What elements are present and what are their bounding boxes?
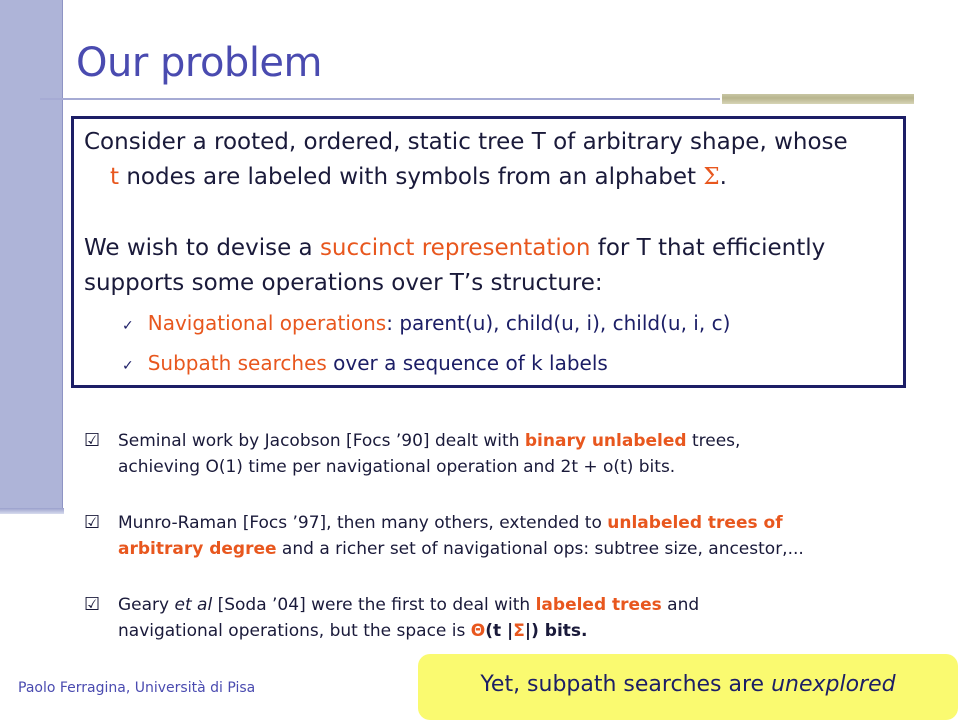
check-item-navigational (122, 311, 730, 335)
b3-highlight: labeled trees (535, 595, 662, 615)
b2-l2b: and a richer set of navigational ops: subtree size, ancestor,... (276, 539, 804, 559)
formula-part-2: |) bits. (524, 621, 588, 641)
b1-l1b: trees, (686, 431, 741, 451)
footer-author: Paolo Ferragina, Università di Pisa (18, 680, 256, 696)
side-bar-shadow (0, 508, 64, 514)
b3-l1a: Geary (118, 595, 175, 615)
b2-highlight-2: arbitrary degree (118, 539, 277, 559)
problem-statement-box (71, 116, 906, 388)
bullet-text (88, 510, 888, 562)
check-rest: over a sequence of k labels (326, 351, 608, 375)
b3-l2a: navigational operations, but the space is (118, 621, 471, 641)
b1-l1a: Seminal work by Jacobson [Focs ’90] dealt with (118, 431, 525, 451)
problem-paragraph-2 (84, 231, 825, 301)
b3-l1b: [Soda ’04] were the first to deal with (212, 595, 536, 615)
checkbox-icon: ☑ (84, 594, 101, 615)
p2-a: We wish to devise a (84, 235, 320, 261)
related-work-item-jacobson (84, 428, 888, 480)
b2-l1a: Munro-Raman [Focs ’97], then many others, extended to (118, 513, 608, 533)
p2-line2: supports some operations over T’s structure: (84, 270, 603, 296)
check-rest: : parent(u), child(u, i), child(u, i, c) (386, 311, 731, 335)
b3-italic: et al (174, 595, 213, 615)
bullet-text (88, 592, 888, 644)
title-underline (40, 98, 720, 100)
checkmark-icon: ✓ (122, 318, 134, 334)
decorative-side-bar (0, 0, 63, 513)
b2-highlight-1: unlabeled trees of (607, 513, 783, 533)
p1-line2 (84, 164, 727, 190)
sigma-symbol: Σ (513, 621, 525, 641)
callout-box (418, 654, 958, 720)
p1-line1: Consider a rooted, ordered, static tree T of arbitrary shape, whose (84, 129, 848, 155)
p2-b: for T that efficiently (590, 235, 826, 261)
problem-paragraph-1 (84, 125, 848, 195)
formula-part-1: (t | (485, 621, 514, 641)
slide-title: Our problem (76, 40, 323, 86)
related-work-item-munro-raman (84, 510, 888, 562)
title-underline-accent (722, 94, 914, 104)
theta-symbol: Θ (470, 621, 486, 641)
t-symbol: t (110, 164, 120, 190)
check-label: Subpath searches (147, 351, 327, 375)
check-item-subpath (122, 351, 608, 375)
succinct-representation-highlight: succinct representation (319, 235, 591, 261)
b1-l2: achieving O(1) time per navigational operation and 2t + o(t) bits. (118, 457, 676, 477)
callout-text-italic: unexplored (771, 672, 896, 697)
p1-line2-end: . (719, 164, 727, 190)
callout-text (418, 672, 958, 697)
callout-text-a: Yet, subpath searches are (480, 672, 772, 697)
sigma-symbol: Σ (703, 164, 720, 190)
checkmark-icon: ✓ (122, 358, 134, 374)
p1-line2-rest: nodes are labeled with symbols from an alphabet (119, 164, 704, 190)
b3-l1c: and (661, 595, 700, 615)
checkbox-icon: ☑ (84, 512, 101, 533)
check-label: Navigational operations (147, 311, 387, 335)
related-work-item-geary (84, 592, 888, 644)
space-formula (471, 621, 588, 641)
bullet-text (88, 428, 888, 480)
b1-highlight: binary unlabeled (524, 431, 687, 451)
checkbox-icon: ☑ (84, 430, 101, 451)
